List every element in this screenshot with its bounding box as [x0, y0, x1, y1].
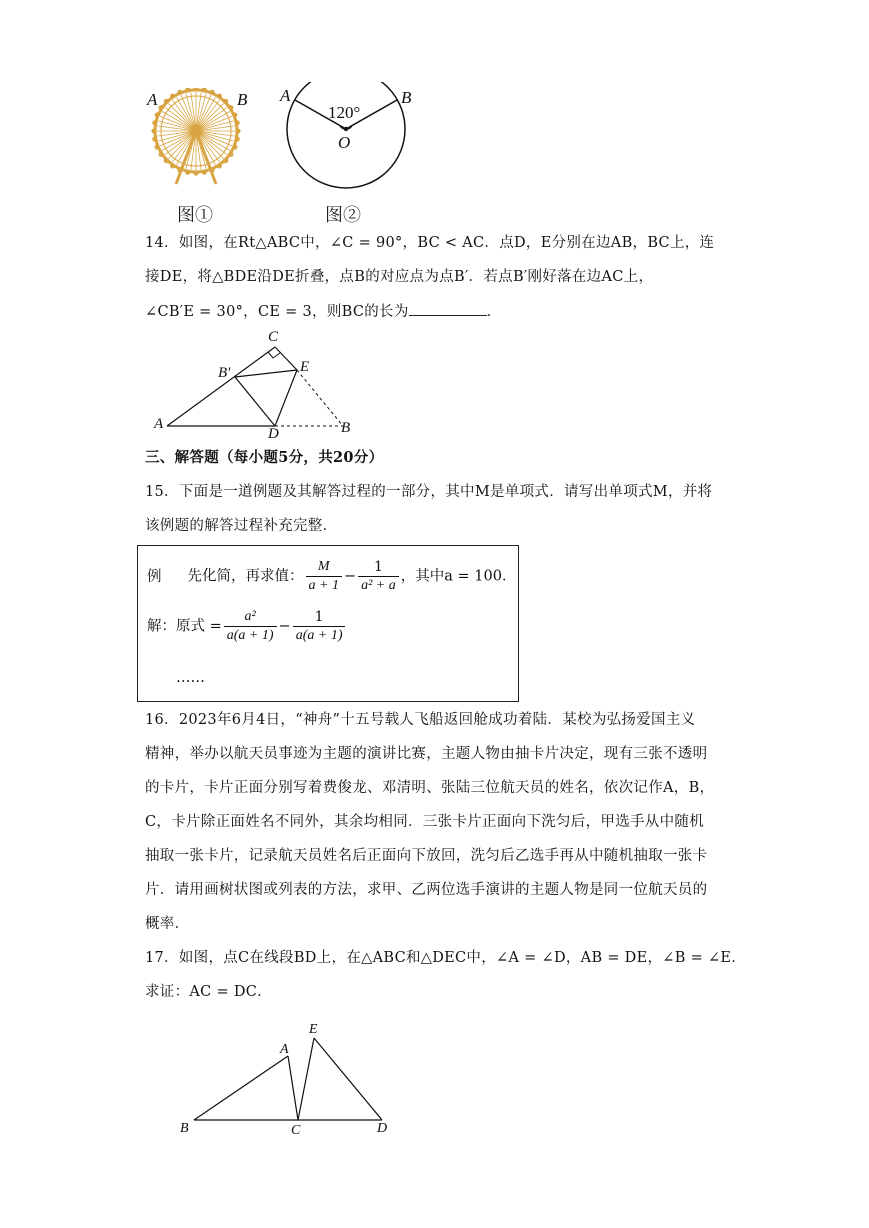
- sol-frac1-numerator: a²: [244, 609, 256, 624]
- ferris-wheel-icon: [151, 88, 241, 188]
- figure-1: [145, 82, 265, 227]
- solution-minus: −: [278, 618, 291, 635]
- frac2-denominator: a² + a: [358, 576, 399, 595]
- q16-line-7: 概率．: [145, 916, 190, 932]
- frac2-numerator: 1: [373, 559, 383, 575]
- example-text: 先化简，再求值：: [187, 568, 304, 585]
- q16-line-2: 精神，举办以航天员事迹为主题的演讲比赛，主题人物由抽卡片决定，现有三张不透明: [145, 746, 708, 762]
- example-fraction-1: [306, 558, 342, 595]
- q15-line-1: 15．下面是一道例题及其解答过程的一部分，其中M是单项式．请写出单项式M，并将: [145, 484, 713, 500]
- sol-frac2-denominator: a(a + 1): [293, 626, 346, 645]
- fig2-angle: 120°: [328, 103, 361, 122]
- fig14-label-b: B: [341, 420, 351, 436]
- q15-line-2: 该例题的解答过程补充完整．: [145, 518, 338, 534]
- solution-label: 解：原式 =: [147, 618, 222, 635]
- two-triangles-diagram: [170, 1020, 410, 1145]
- fig17-label-d: D: [377, 1121, 388, 1136]
- q17-line-1: 17．如图，点C在线段BD上，在△ABC和△DEC中，∠A = ∠D，AB = DE，∠B = ∠E．: [145, 950, 747, 966]
- fig14-label-b-prime: B′: [218, 365, 231, 381]
- answer-blank: [409, 301, 487, 316]
- q14-line-3-end: ．: [486, 304, 502, 320]
- fig17-label-b: B: [180, 1121, 189, 1136]
- fig17-label-e: E: [309, 1022, 318, 1037]
- fig14-label-e: E: [300, 359, 310, 375]
- fig2-center: O: [338, 133, 351, 152]
- q14-line-3: [145, 301, 735, 322]
- q16-line-4: C，卡片除正面姓名不同外，其余均相同．三张卡片正面向下洗匀后，甲选手从中随机: [145, 814, 704, 830]
- q14-line-3-text: ∠CB′E = 30°，CE = 3，则BC的长为: [145, 304, 409, 320]
- fig14-label-c: C: [268, 329, 279, 345]
- fig2-label-b: B: [401, 88, 412, 107]
- fig1-label-b: B: [237, 90, 248, 109]
- q14-line-1: 14．如图，在Rt△ABC中，∠C = 90°，BC < AC．点D，E分别在边AB，BC上，连: [145, 235, 715, 251]
- example-condition: ，其中a = 100．: [400, 568, 517, 585]
- fig1-label-a: A: [147, 90, 158, 109]
- figure-17: [170, 1020, 410, 1145]
- q16-line-3: 的卡片，卡片正面分别写着费俊龙、邓清明、张陆三位航天员的姓名，依次记作A，B，: [145, 780, 715, 796]
- q17-line-2: 求证：AC = DC．: [145, 984, 272, 1000]
- fig14-label-d: D: [268, 426, 279, 442]
- q16-line-6: 片．请用画树状图或列表的方法，求甲、乙两位选手演讲的主题人物是同一位航天员的: [145, 882, 708, 898]
- fig14-label-a: A: [154, 416, 164, 432]
- solution-line: [147, 608, 347, 645]
- sol-frac2-numerator: 1: [314, 609, 324, 625]
- fig2-caption: 图②: [325, 205, 361, 226]
- solution-ellipsis: ……: [176, 670, 205, 686]
- example-fraction-2: [358, 558, 399, 595]
- fig17-label-a: A: [280, 1042, 289, 1057]
- frac1-numerator: M: [317, 559, 330, 574]
- solution-fraction-1: [224, 608, 277, 645]
- solution-fraction-2: [293, 608, 346, 645]
- fig2-label-a: A: [280, 86, 291, 105]
- q14-line-2: 接DE，将△BDE沿DE折叠，点B的对应点为点B′．若点B′刚好落在边AC上，: [145, 269, 654, 285]
- example-box: [137, 545, 519, 702]
- example-label: 例: [147, 568, 162, 585]
- figure-2: [278, 82, 428, 227]
- example-minus: −: [343, 568, 357, 585]
- sol-frac1-denominator: a(a + 1): [224, 626, 277, 645]
- figure-14: [145, 330, 360, 440]
- q16-line-1: 16．2023年6月4日，“神舟”十五号载人飞船返回舱成功着陆．某校为弘扬爱国主义: [145, 712, 696, 728]
- triangle-fold-diagram: [145, 330, 360, 440]
- fig1-caption: 图①: [177, 205, 213, 226]
- frac1-denominator: a + 1: [306, 576, 342, 595]
- q16-line-5: 抽取一张卡片，记录航天员姓名后正面向下放回，洗匀后乙选手再从中随机抽取一张卡: [145, 848, 708, 864]
- example-line: [147, 558, 516, 595]
- fig17-label-c: C: [291, 1123, 301, 1138]
- section-3-heading: 三、解答题（每小题5分，共20分）: [145, 449, 384, 466]
